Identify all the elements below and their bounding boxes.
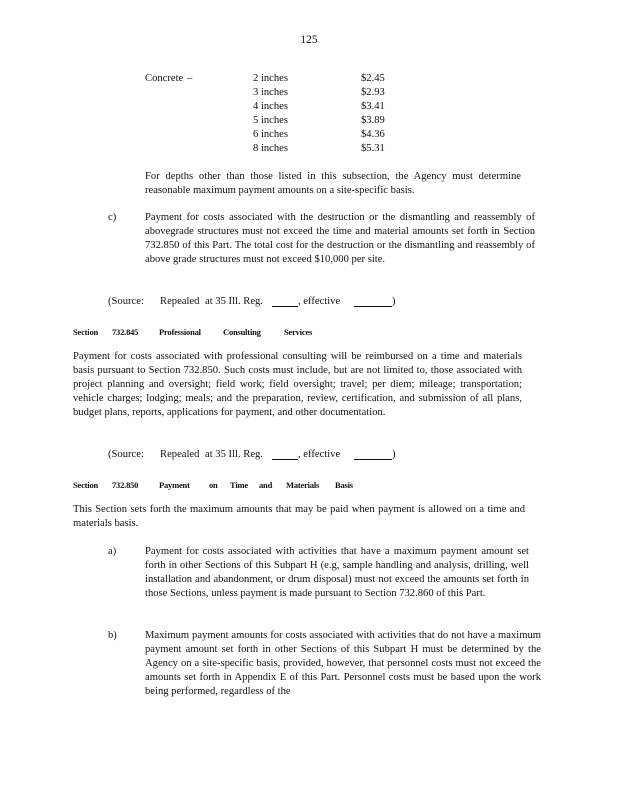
reg-blank xyxy=(272,295,298,307)
section-title-word: Materials xyxy=(286,480,320,490)
price-value: $2.45 xyxy=(361,73,385,84)
depth-value: 8 inches xyxy=(253,143,289,154)
source-reg: at 35 Ill. Reg. xyxy=(205,296,263,307)
source-close: ) xyxy=(392,449,396,460)
section-732-845-heading xyxy=(73,325,333,337)
depth-value: 3 inches xyxy=(253,87,289,98)
section-number: 732.850 xyxy=(112,480,139,490)
item-label-a: a) xyxy=(108,546,117,557)
price-value: $5.31 xyxy=(361,143,385,154)
section-title-word: Basis xyxy=(335,480,353,490)
item-label-c: c) xyxy=(108,212,117,223)
section-732-845-paragraph: Payment for costs associated with professional consulting will be reimbursed on a time and materials basis pursuant to Section 732.850. Such costs must include, but are not limited to, those associated with project planning and oversight; field work; field oversight; travel; per diem; mileage; transportation; vehicle charges; lodging; meals; and the preparation, review, certification, and submission of all plans, budget plans, reports, applications for payment, and other documentation. xyxy=(73,351,522,418)
section-word: Section xyxy=(73,327,99,337)
section-title-word: on xyxy=(209,480,218,490)
source-note xyxy=(108,295,408,309)
source-prefix: (Source: xyxy=(108,296,144,307)
section-title-word: Services xyxy=(284,327,313,337)
material-dash: – xyxy=(187,73,193,84)
section-word: Section xyxy=(73,480,99,490)
depth-value: 2 inches xyxy=(253,73,289,84)
depth-value: 5 inches xyxy=(253,115,289,126)
section-title-word: Professional xyxy=(159,327,201,337)
item-c-paragraph: Payment for costs associated with the destruction or the dismantling and reassembly of abovegrade structures must not exceed the time and material amounts set forth in Section 732.850 of this Part. The total cost for the destruction or the dismantling and reassembly of above grade structures must not exceed $10,000 per site. xyxy=(145,212,535,265)
source-note xyxy=(108,448,408,462)
depth-note-paragraph: For depths other than those listed in this subsection, the Agency must determine reasonable maximum payment amounts on a site-specific basis. xyxy=(145,171,521,196)
effective-blank xyxy=(354,295,392,307)
section-title-word: Payment xyxy=(159,480,190,490)
source-prefix: (Source: xyxy=(108,449,144,460)
depth-value: 4 inches xyxy=(253,101,289,112)
section-732-850-heading xyxy=(73,478,373,490)
effective-blank xyxy=(354,448,392,460)
item-label-b: b) xyxy=(108,630,117,641)
section-title-word: Time xyxy=(230,480,248,490)
section-number: 732.845 xyxy=(112,327,139,337)
material-label: Concrete xyxy=(145,73,184,84)
source-effective: , effective xyxy=(298,296,341,307)
section-732-850-intro: This Section sets forth the maximum amounts that may be paid when payment is allowed on a time and materials basis. xyxy=(73,504,525,529)
page-number: 125 xyxy=(300,34,318,46)
source-repealed: Repealed xyxy=(160,296,200,307)
source-repealed: Repealed xyxy=(160,449,200,460)
price-value: $3.89 xyxy=(361,115,385,126)
reg-blank xyxy=(272,448,298,460)
price-value: $2.93 xyxy=(361,87,385,98)
item-a-paragraph: Payment for costs associated with activities that have a maximum payment amount set forth in other Sections of this Subpart H (e.g, sample handling and analysis, drilling, well installation and abandonment, or drum disposal) must not exceed the amounts set forth in those Sections, unless payment is made pursuant to Section 732.860 of this Part. xyxy=(145,546,529,599)
source-close: ) xyxy=(392,296,396,307)
item-b-paragraph: Maximum payment amounts for costs associated with activities that do not have a maximum payment amount set forth in other Sections of this Subpart H must be determined by the Agency on a site-specific basis, provided, however, that personnel costs must not exceed the amounts set forth in Appendix E of this Part. Personnel costs must be based upon the work being performed, regardless of the xyxy=(145,630,541,697)
section-title-word: Consulting xyxy=(223,327,261,337)
depth-value: 6 inches xyxy=(253,129,289,140)
section-title-word: and xyxy=(259,480,273,490)
source-reg: at 35 Ill. Reg. xyxy=(205,449,263,460)
price-value: $3.41 xyxy=(361,101,385,112)
source-effective: , effective xyxy=(298,449,341,460)
price-value: $4.36 xyxy=(361,129,385,140)
